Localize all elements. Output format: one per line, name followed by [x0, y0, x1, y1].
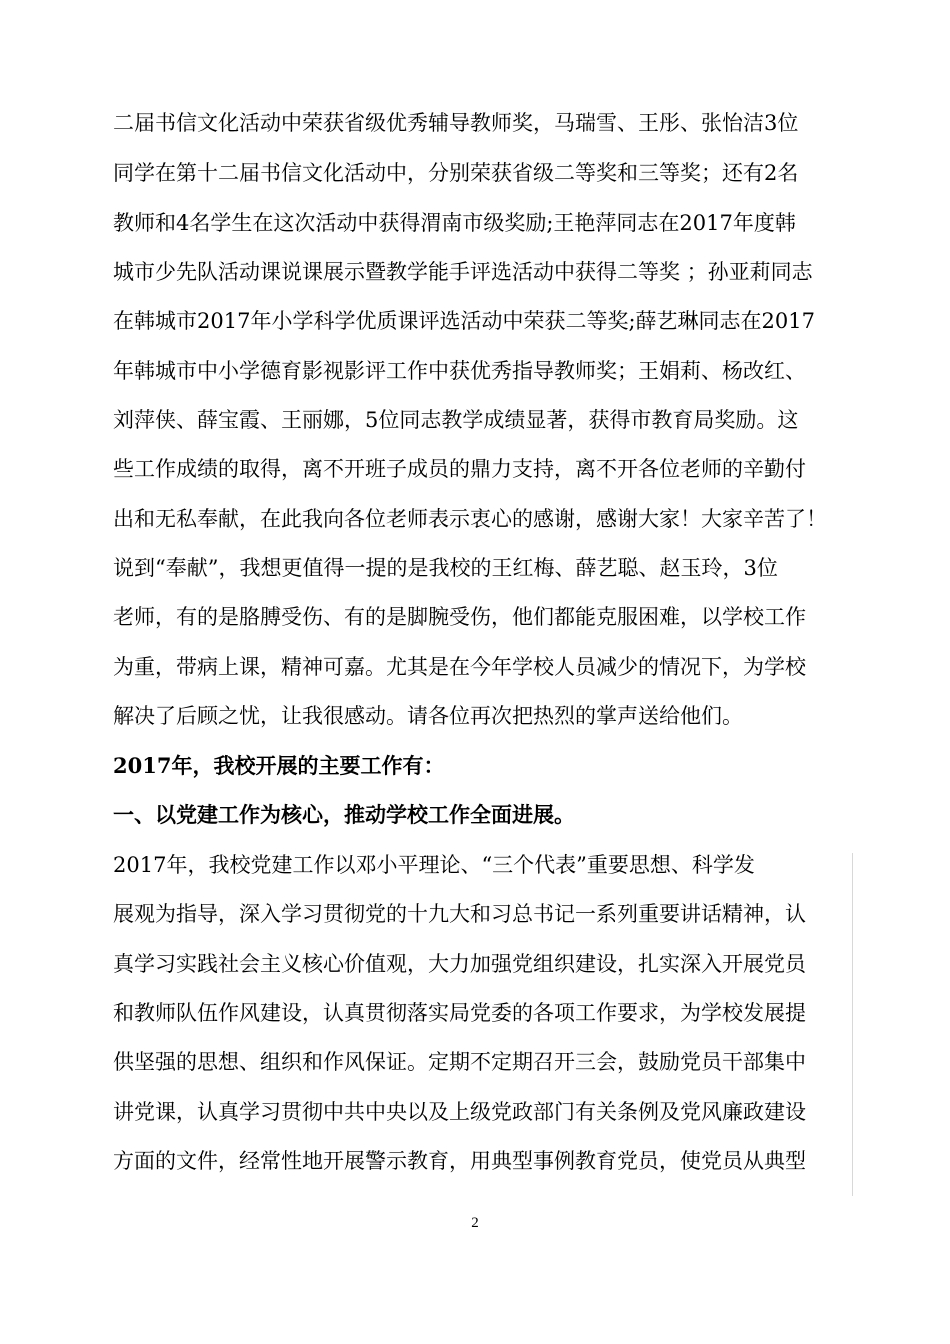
- body-text-line: 真学习实践社会主义核心价值观，大力加强党组织建设，扎实深入开展党员: [113, 952, 806, 976]
- body-text-line: 为重，带病上课，精神可嘉。尤其是在今年学校人员减少的情况下，为学校: [113, 655, 806, 679]
- body-text-line: 2017年，我校党建工作以邓小平理论、“三个代表”重要思想、科学发: [113, 853, 755, 877]
- section-intro-heading: 2017年，我校开展的主要工作有：: [113, 753, 445, 778]
- body-text-line: 方面的文件，经常性地开展警示教育，用典型事例教育党员，使党员从典型: [113, 1149, 806, 1173]
- margin-rule: [852, 853, 853, 1196]
- body-text-line: 些工作成绩的取得，离不开班子成员的鼎力支持，离不开各位老师的辛勤付: [113, 457, 806, 481]
- body-text-line: 解决了后顾之忧，让我很感动。请各位再次把热烈的掌声送给他们。: [113, 704, 743, 728]
- section-heading: 一、以党建工作为核心，推动学校工作全面进展。: [113, 802, 575, 827]
- body-text-line: 同学在第十二届书信文化活动中，分别荣获省级二等奖和三等奖；还有2名: [113, 161, 799, 185]
- body-text-line: 教师和4名学生在这次活动中获得渭南市级奖励;王艳萍同志在2017年度韩: [113, 211, 796, 235]
- body-text-line: 说到“奉献”，我想更值得一提的是我校的王红梅、薛艺聪、赵玉玲，3位: [113, 556, 778, 580]
- body-text-line: 二届书信文化活动中荣获省级优秀辅导教师奖，马瑞雪、王彤、张怡洁3位: [113, 111, 799, 135]
- body-text-line: 在韩城市2017年小学科学优质课评选活动中荣获二等奖;薛艺琳同志在2017: [113, 309, 815, 333]
- body-text-line: 城市少先队活动课说课展示暨教学能手评选活动中获得二等奖 ；孙亚莉同志: [113, 260, 813, 284]
- body-text-line: 讲党课，认真学习贯彻中共中央以及上级党政部门有关条例及党风廉政建设: [113, 1100, 806, 1124]
- body-text-line: 刘萍侠、薛宝霞、王丽娜，5位同志教学成绩显著，获得市教育局奖励。这: [113, 408, 799, 432]
- body-text-line: 和教师队伍作风建设，认真贯彻落实局党委的各项工作要求，为学校发展提: [113, 1001, 806, 1025]
- body-text-line: 出和无私奉献，在此我向各位老师表示衷心的感谢，感谢大家！大家辛苦了！: [113, 507, 827, 531]
- body-text-line: 年韩城市中小学德育影视影评工作中获优秀指导教师奖；王娟莉、杨改红、: [113, 359, 806, 383]
- body-text-line: 展观为指导，深入学习贯彻党的十九大和习总书记一系列重要讲话精神，认: [113, 902, 806, 926]
- body-text-line: 老师，有的是胳膊受伤、有的是脚腕受伤，他们都能克服困难，以学校工作: [113, 605, 806, 629]
- page-number: 2: [471, 1215, 479, 1231]
- body-text-line: 供坚强的思想、组织和作风保证。定期不定期召开三会，鼓励党员干部集中: [113, 1050, 806, 1074]
